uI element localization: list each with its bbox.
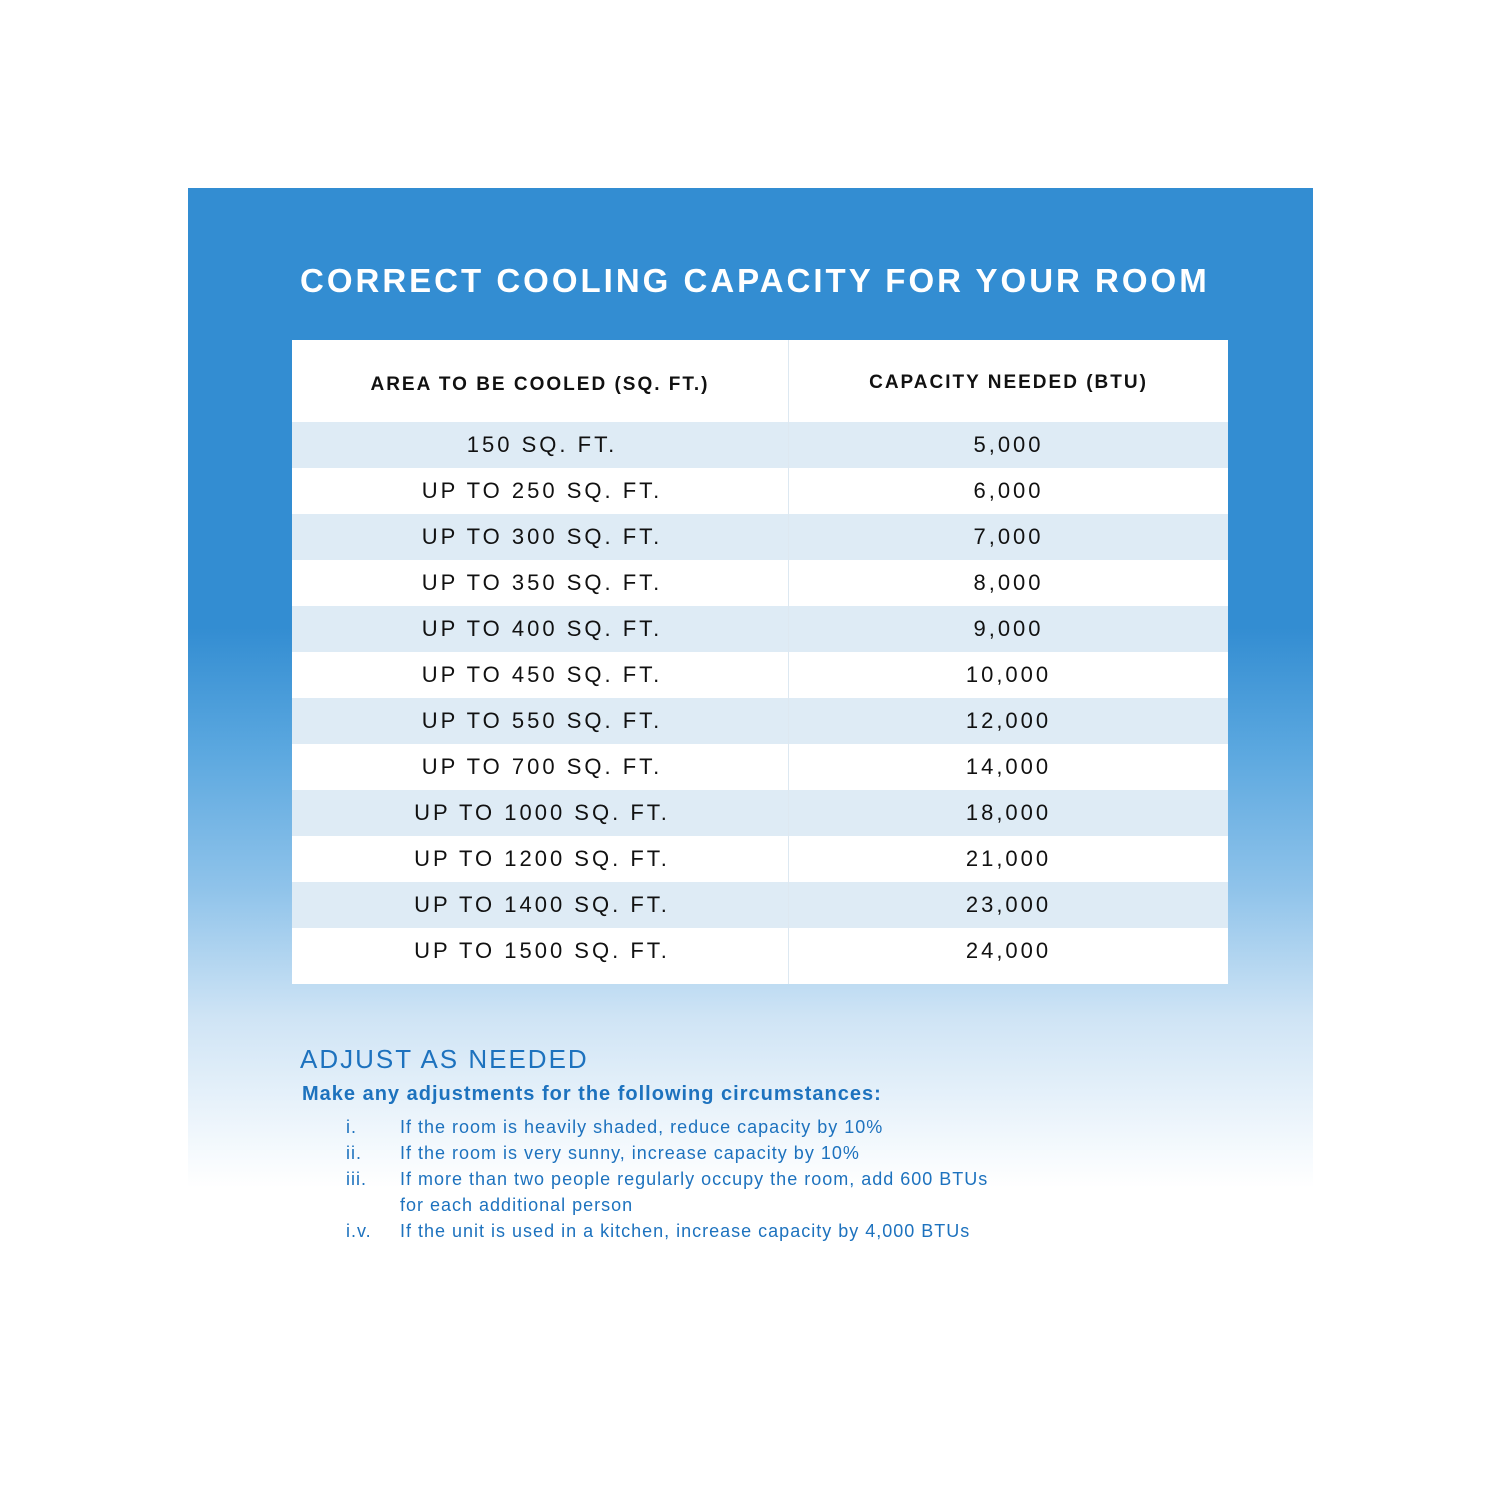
table-row xyxy=(292,652,1228,698)
adjust-subheading: Make any adjustments for the following circumstances: xyxy=(302,1083,882,1105)
list-item xyxy=(346,1114,1080,1140)
item-text: If the unit is used in a kitchen, increase capacity by 4,000 BTUs xyxy=(400,1221,971,1241)
area-cell: UP TO 1400 SQ. FT. xyxy=(414,892,670,917)
item-text: If the room is very sunny, increase capacity by 10% xyxy=(400,1143,860,1163)
item-number: i. xyxy=(346,1117,357,1137)
table-row xyxy=(292,514,1228,560)
area-cell: 150 SQ. FT. xyxy=(466,432,618,457)
item-number: i.v. xyxy=(346,1221,372,1241)
btu-cell: 21,000 xyxy=(965,846,1052,871)
page-title: CORRECT COOLING CAPACITY FOR YOUR ROOM xyxy=(300,262,1210,299)
area-cell: UP TO 1500 SQ. FT. xyxy=(414,938,670,963)
item-number: iii. xyxy=(346,1169,367,1189)
table-row xyxy=(292,836,1228,882)
area-cell: UP TO 300 SQ. FT. xyxy=(421,524,663,549)
list-item xyxy=(346,1218,1080,1244)
capacity-table xyxy=(292,340,1228,984)
btu-cell: 24,000 xyxy=(965,938,1052,963)
btu-cell: 6,000 xyxy=(973,478,1044,503)
area-cell: UP TO 250 SQ. FT. xyxy=(421,478,663,503)
table-row xyxy=(292,468,1228,514)
area-cell: UP TO 1200 SQ. FT. xyxy=(414,846,670,871)
table-row xyxy=(292,422,1228,468)
area-cell: UP TO 450 SQ. FT. xyxy=(421,662,663,687)
item-text: If more than two people regularly occupy the room, add 600 BTUs for each additional person xyxy=(400,1169,989,1215)
table-row xyxy=(292,744,1228,790)
btu-cell: 14,000 xyxy=(965,754,1052,779)
btu-cell: 23,000 xyxy=(965,892,1052,917)
item-text: If the room is heavily shaded, reduce capacity by 10% xyxy=(400,1117,884,1137)
list-item xyxy=(346,1166,1080,1218)
btu-cell: 5,000 xyxy=(973,432,1044,457)
area-cell: UP TO 1000 SQ. FT. xyxy=(414,800,670,825)
table-header xyxy=(292,340,1228,422)
area-cell: UP TO 400 SQ. FT. xyxy=(421,616,663,641)
table-row xyxy=(292,698,1228,744)
table-row xyxy=(292,560,1228,606)
area-cell: UP TO 550 SQ. FT. xyxy=(421,708,663,733)
adjust-heading: ADJUST AS NEEDED xyxy=(300,1044,589,1074)
btu-cell: 9,000 xyxy=(973,616,1044,641)
item-number: ii. xyxy=(346,1143,362,1163)
btu-cell: 7,000 xyxy=(973,524,1044,549)
area-cell: UP TO 700 SQ. FT. xyxy=(421,754,663,779)
header-area: AREA TO BE COOLED (SQ. FT.) xyxy=(370,374,710,395)
table-row xyxy=(292,606,1228,652)
list-item xyxy=(346,1140,1080,1166)
adjustment-list xyxy=(346,1114,1080,1244)
area-cell: UP TO 350 SQ. FT. xyxy=(421,570,663,595)
table-row xyxy=(292,928,1228,974)
column-divider xyxy=(788,340,789,984)
table-row xyxy=(292,790,1228,836)
btu-cell: 12,000 xyxy=(965,708,1052,733)
btu-cell: 18,000 xyxy=(965,800,1052,825)
table-row xyxy=(292,882,1228,928)
btu-cell: 10,000 xyxy=(965,662,1052,687)
btu-cell: 8,000 xyxy=(973,570,1044,595)
header-capacity: CAPACITY NEEDED (BTU) xyxy=(869,372,1148,393)
